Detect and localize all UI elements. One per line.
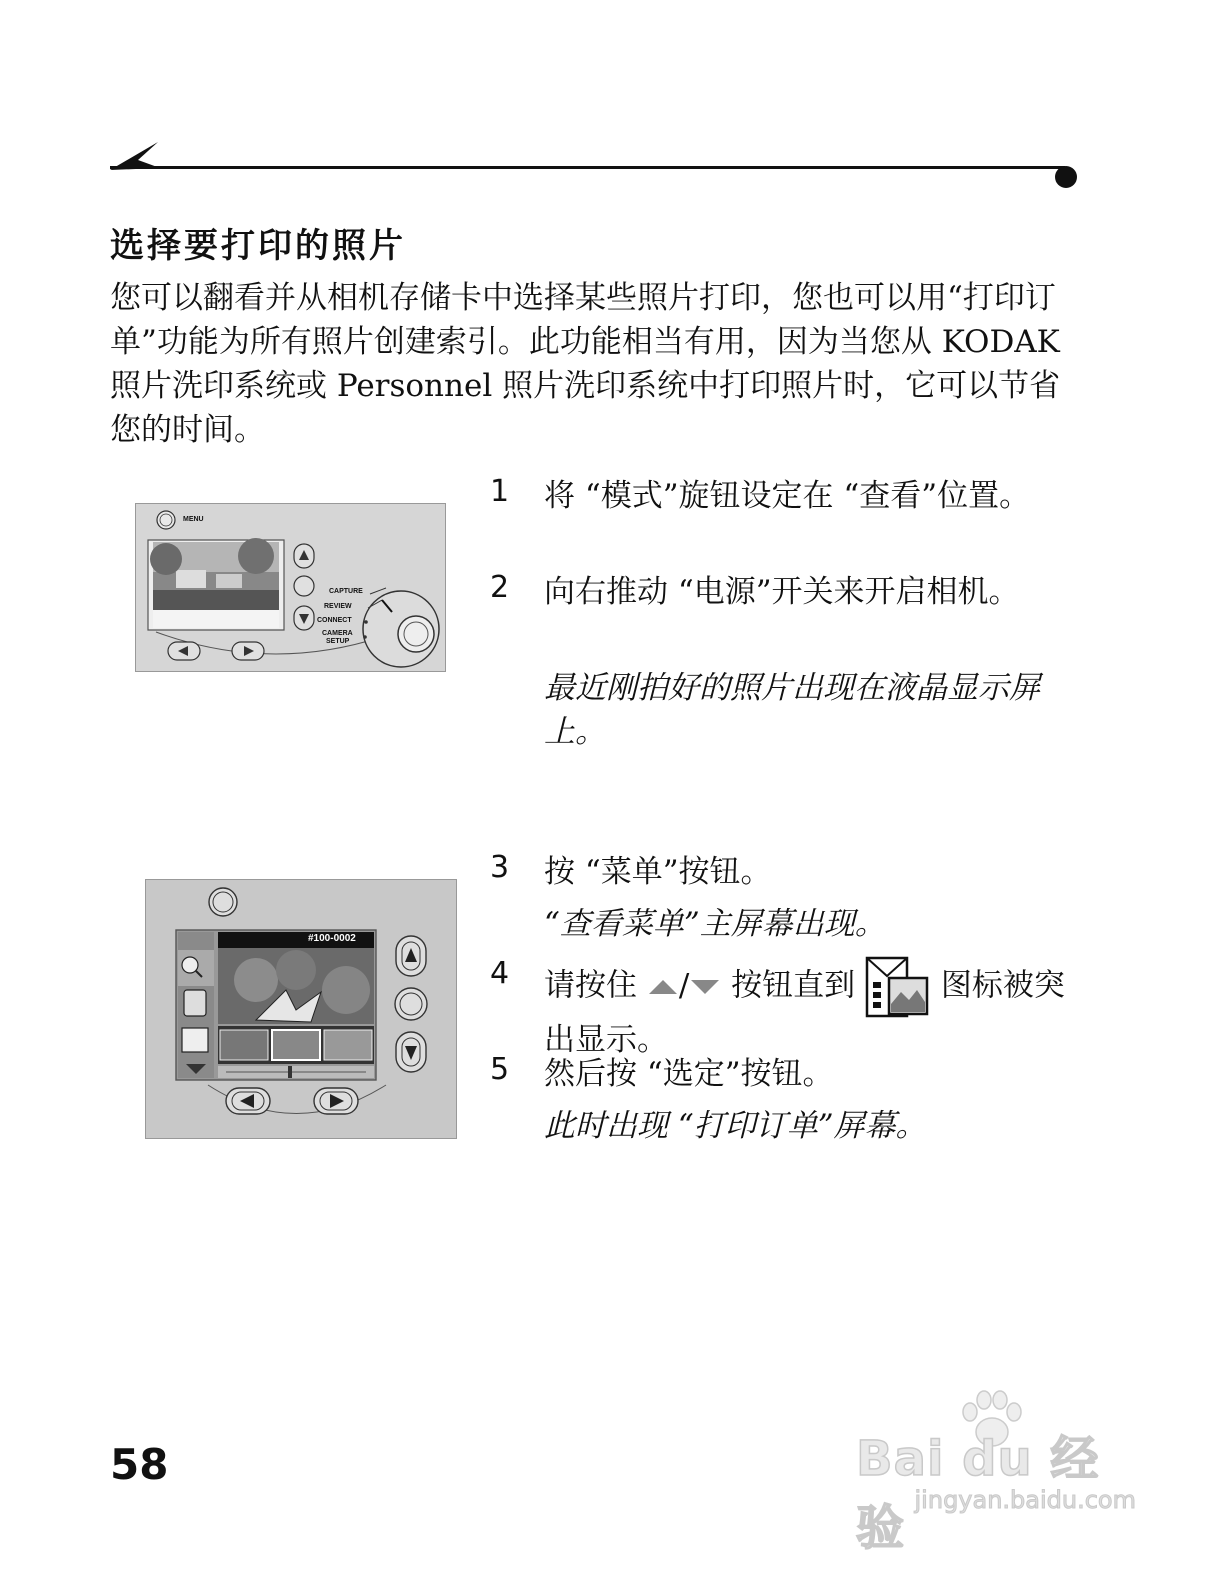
step-number: 1 bbox=[490, 474, 510, 509]
down-triangle-icon bbox=[689, 977, 721, 997]
step-text: 然后按 “选定”按钮。 bbox=[544, 1056, 834, 1092]
camera-back-illustration-menu bbox=[145, 879, 457, 1139]
print-order-icon bbox=[865, 956, 931, 1018]
intro-paragraph: 您可以翻看并从相机存储卡中选择某些照片打印，您也可以用“打印订单”功能为所有照片创建索引。此功能相当有用，因为当您从 KODAK 照片洗印系统或 Personnel 照片洗印系统中打印照片时，它可以节省您的时间。 bbox=[110, 280, 1061, 448]
baidu-watermark bbox=[856, 1390, 1136, 1556]
image-number-label: #100-0002 bbox=[308, 933, 356, 944]
step-text bbox=[544, 956, 1070, 1062]
page-title: 选择要打印的照片 bbox=[110, 226, 406, 266]
step-text: 将 “模式”旋钮设定在 “查看”位置。 bbox=[544, 478, 1031, 514]
step-3-result-note: “查看菜单”主屏幕出现。 bbox=[544, 906, 886, 942]
step-number: 4 bbox=[490, 956, 510, 991]
step-text: 向右推动 “电源”开关来开启相机。 bbox=[544, 574, 1020, 610]
step-4-text-after: 图标被突出显示。 bbox=[544, 967, 1065, 1058]
up-triangle-icon bbox=[647, 977, 679, 997]
step-4-arrow-separator: / bbox=[678, 967, 690, 1004]
dial-label-setup: SETUP bbox=[326, 638, 350, 645]
camera-back-drawing bbox=[136, 504, 445, 671]
header-rule-dot bbox=[1055, 166, 1077, 188]
dial-label-camera: CAMERA bbox=[322, 630, 353, 637]
step-2-result-note: 最近刚拍好的照片出现在液晶显示屏上。 bbox=[544, 670, 1040, 750]
watermark-url: jingyan.baidu.com bbox=[914, 1486, 1136, 1514]
step-4 bbox=[490, 956, 1070, 1062]
step-5-result-note: 此时出现 “打印订单”屏幕。 bbox=[544, 1108, 927, 1144]
menu-label: MENU bbox=[183, 516, 204, 523]
camera-back-illustration-review bbox=[135, 503, 446, 672]
step-4-text-before: 请按住 bbox=[544, 967, 637, 1004]
step-number: 3 bbox=[490, 850, 510, 885]
watermark-logo: Bai du 经验 bbox=[856, 1431, 1100, 1556]
dial-label-connect: CONNECT bbox=[317, 617, 352, 624]
step-number: 2 bbox=[490, 570, 510, 605]
header-rule bbox=[110, 166, 1065, 169]
step-text: 按 “菜单”按钮。 bbox=[544, 854, 772, 890]
step-number: 5 bbox=[490, 1052, 510, 1087]
step-1 bbox=[490, 474, 1070, 518]
step-5 bbox=[490, 1052, 1070, 1096]
dial-label-capture: CAPTURE bbox=[329, 588, 363, 595]
step-4-text-mid: 按钮直到 bbox=[731, 967, 856, 1004]
camera-menu-drawing bbox=[146, 880, 456, 1138]
page-number: 58 bbox=[110, 1440, 169, 1489]
dial-label-review: REVIEW bbox=[324, 603, 352, 610]
step-3 bbox=[490, 850, 1070, 894]
step-2 bbox=[490, 570, 1070, 614]
